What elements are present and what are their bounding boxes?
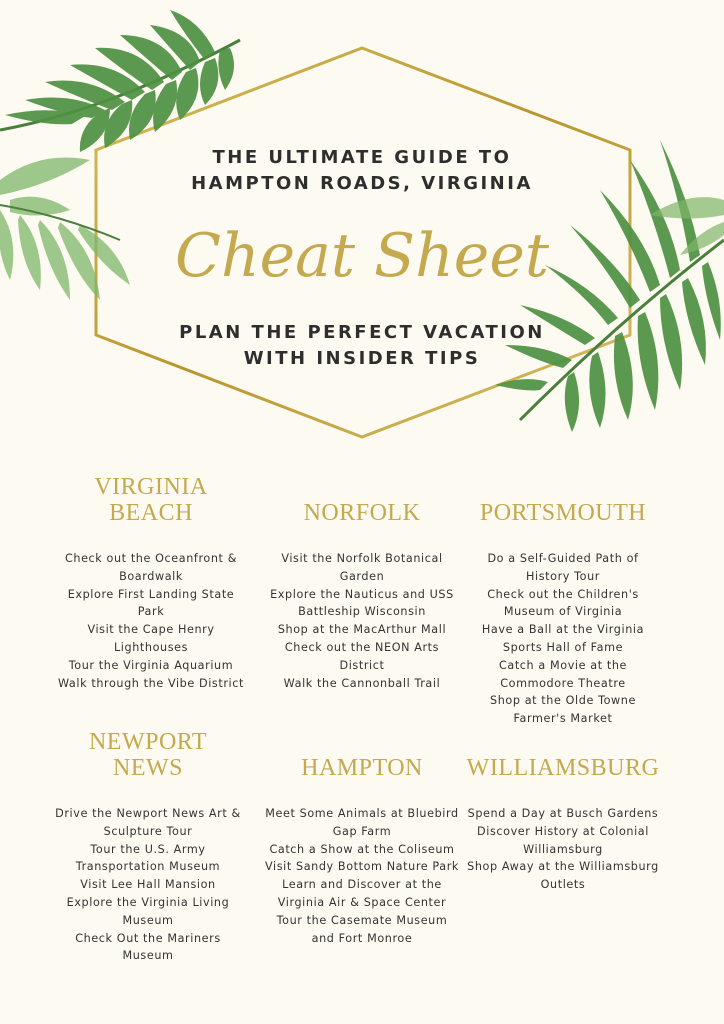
subtitle-line-1: PLAN THE PERFECT VACATION — [179, 322, 545, 343]
tip-list — [450, 550, 676, 728]
section-newport-news — [35, 727, 261, 965]
tip-item: Williamsburg — [523, 842, 603, 856]
tip-item: Check Out the Mariners — [75, 931, 221, 945]
tip-item: Explore the Nauticus and USS — [270, 587, 454, 601]
tip-item: Museum of Virginia — [503, 605, 623, 619]
tip-item: Transportation Museum — [75, 860, 221, 874]
tip-list — [450, 805, 676, 894]
kicker-line-1: THE ULTIMATE GUIDE TO — [212, 147, 512, 168]
tip-list — [249, 550, 475, 692]
tip-item: Commodore Theatre — [500, 676, 626, 690]
tip-list — [35, 805, 261, 965]
city-heading: NEWPORT NEWS — [88, 729, 208, 781]
tip-item: Tour the Virginia Aquarium — [68, 658, 234, 672]
guide-subtitle — [0, 320, 724, 372]
tip-item: Sculpture Tour — [103, 824, 193, 838]
tip-list — [249, 805, 475, 947]
tip-item: Check out the NEON Arts — [284, 640, 440, 654]
tip-item: Garden — [339, 569, 385, 583]
tip-item: Have a Ball at the Virginia — [481, 623, 645, 637]
tip-item: Walk through the Vibe District — [57, 676, 244, 690]
tip-item: Check out the Oceanfront & — [64, 552, 238, 565]
tip-item: Explore First Landing State — [67, 587, 235, 601]
tip-item: Boardwalk — [119, 569, 183, 583]
tip-item: Drive the Newport News Art & — [55, 807, 241, 820]
kicker-line-2: HAMPTON ROADS, VIRGINIA — [191, 173, 533, 194]
tip-item: Check out the Children's — [487, 587, 639, 601]
city-heading: HAMPTON — [301, 755, 423, 781]
city-heading: PORTSMOUTH — [479, 500, 647, 526]
tip-item: Farmer's Market — [513, 712, 613, 726]
section-williamsburg — [450, 727, 676, 894]
tip-item: Tour the U.S. Army — [90, 842, 206, 856]
tip-item: Meet Some Animals at Bluebird — [265, 807, 459, 820]
city-heading: NORFOLK — [303, 500, 421, 526]
tip-item: Shop at the MacArthur Mall — [277, 623, 447, 637]
tip-item: District — [339, 658, 385, 672]
tip-item: Park — [137, 605, 165, 619]
tip-item: Discover History at Colonial — [477, 824, 649, 838]
section-hampton — [249, 727, 475, 947]
subtitle-line-2: WITH INSIDER TIPS — [243, 348, 481, 369]
tip-item: Shop at the Olde Towne — [490, 694, 636, 708]
tip-item: Visit the Norfolk Botanical — [281, 552, 443, 565]
tip-item: History Tour — [525, 569, 601, 583]
tip-item: Do a Self-Guided Path of — [487, 552, 639, 565]
page-title: Cheat Sheet — [175, 221, 549, 291]
city-heading: VIRGINIA BEACH — [94, 474, 208, 526]
section-virginia-beach — [38, 472, 264, 692]
tip-item: Museum — [122, 949, 174, 963]
tip-item: Catch a Movie at the — [498, 658, 628, 672]
tip-item: Tour the Casemate Museum — [276, 913, 448, 927]
tip-item: Sports Hall of Fame — [502, 640, 624, 654]
tip-item: Walk the Cannonball Trail — [283, 676, 441, 690]
tip-item: Shop Away at the Williamsburg — [467, 860, 659, 874]
tip-list — [38, 550, 264, 692]
tip-item: Museum — [122, 913, 174, 927]
tip-item: Battleship Wisconsin — [298, 605, 426, 619]
tip-item: Spend a Day at Busch Gardens — [467, 807, 659, 820]
tip-item: and Fort Monroe — [311, 931, 413, 945]
tip-item: Learn and Discover at the — [282, 878, 442, 892]
section-norfolk — [249, 472, 475, 692]
tip-item: Visit Sandy Bottom Nature Park — [265, 860, 459, 874]
tip-item: Explore the Virginia Living — [66, 895, 230, 909]
city-heading: WILLIAMSBURG — [466, 755, 660, 781]
guide-kicker — [0, 145, 724, 197]
section-portsmouth — [450, 472, 676, 728]
tip-item: Lighthouses — [113, 640, 189, 654]
tip-item: Outlets — [540, 878, 586, 892]
tip-item: Visit Lee Hall Mansion — [80, 878, 216, 892]
tip-item: Catch a Show at the Coliseum — [269, 842, 455, 856]
tip-item: Gap Farm — [332, 824, 392, 838]
tip-item: Visit the Cape Henry — [87, 623, 215, 637]
tip-item: Virginia Air & Space Center — [277, 895, 447, 909]
